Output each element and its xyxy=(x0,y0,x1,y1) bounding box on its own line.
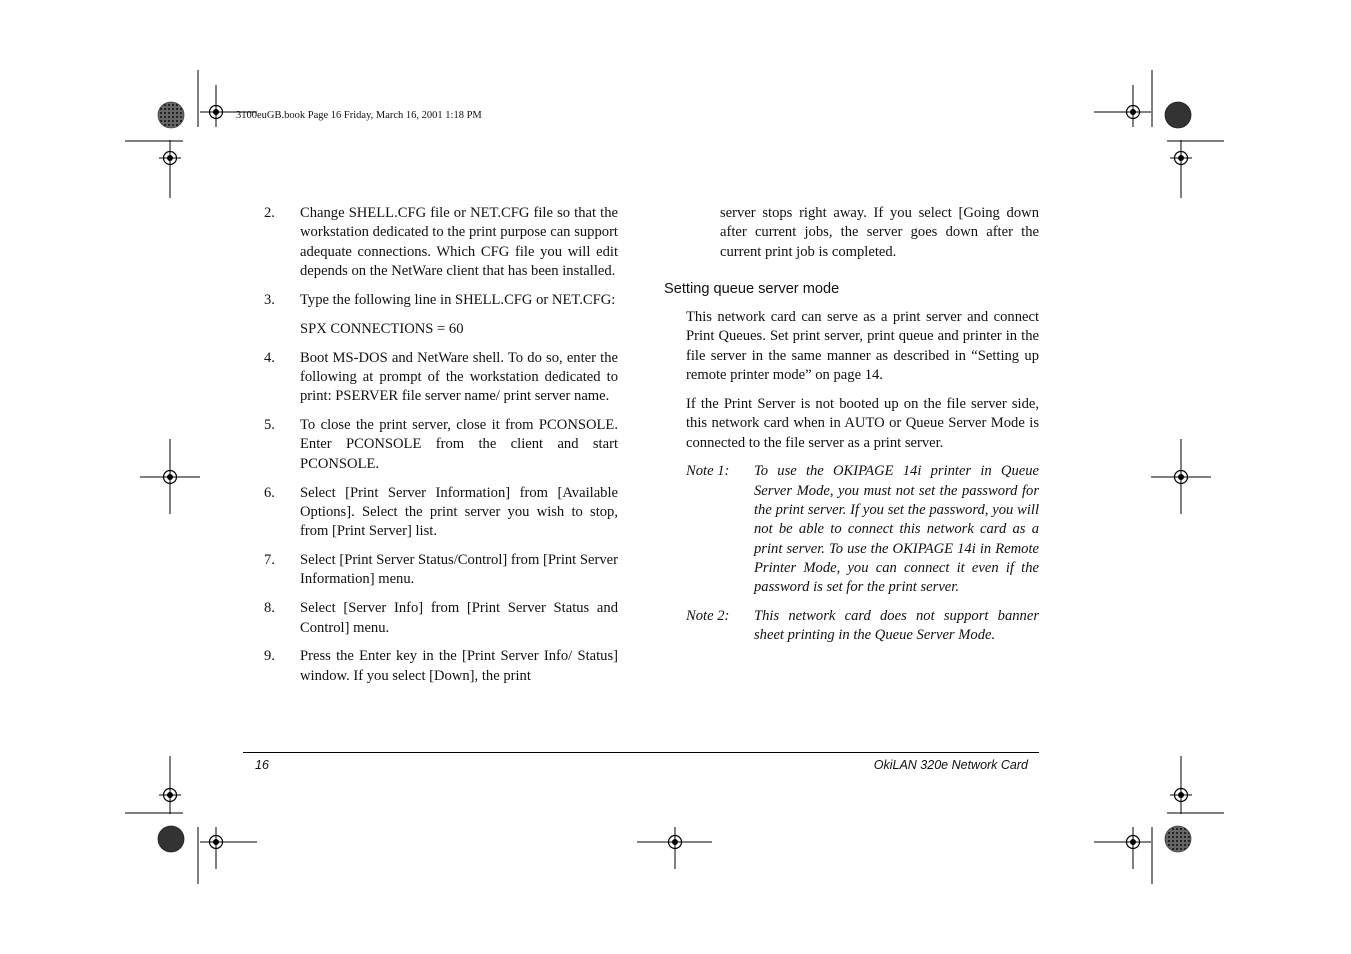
step-number: 8. xyxy=(264,600,275,617)
step-body xyxy=(300,349,618,407)
paragraph: If the Print Server is not booted up on the file server side, this network card when in AUTO or Queue Server Mode is connected to the file server as a print server. xyxy=(686,395,1039,451)
step-body xyxy=(300,204,618,281)
list-item xyxy=(264,484,618,542)
step-text: Select [Print Server Information] from [Available Options]. Select the print server you wish to stop, from [Print Server] list. xyxy=(300,484,618,540)
step-body xyxy=(300,599,618,638)
step-text: SPX CONNECTIONS = 60 xyxy=(300,320,464,337)
step-number: 9. xyxy=(264,648,275,665)
step-body xyxy=(300,416,618,474)
step-text: Type the following line in SHELL.CFG or NET.CFG: xyxy=(300,291,616,308)
step-number: 6. xyxy=(264,484,275,501)
list-item xyxy=(264,599,618,638)
paragraph: This network card can serve as a print server and connect Print Queues. Set print server, print queue and printer in the file server in the same manner as described in “Setting up remote printer mode” on page 14. xyxy=(686,309,1039,384)
list-item xyxy=(264,291,618,339)
note-label: Note 2: xyxy=(686,608,730,625)
step-body xyxy=(300,291,618,339)
footer-rule xyxy=(243,752,1039,753)
list-item xyxy=(264,416,618,474)
step-text: Press the Enter key in the [Print Server Info/ Status] window. If you select [Down], the print xyxy=(300,648,618,684)
book-info-slug: 3100euGB.book Page 16 Friday, March 16, 2001 1:18 PM xyxy=(236,110,482,121)
list-item xyxy=(264,551,618,590)
note-text: To use the OKIPAGE 14i printer in Queue Server Mode, you must not set the password for the print server. If you set the password, you will not be able to connect this network card as a print server. To use the OKIPAGE 14i in Remote Printer Mode, you can connect it even if the password is set for the print server. xyxy=(754,463,1039,596)
list-item xyxy=(264,647,618,686)
step-body xyxy=(300,551,618,590)
step-text: Change SHELL.CFG file or NET.CFG file so that the workstation dedicated to the print purpose can support adequate connections. Which CFG file you will edit depends on the NetWare client that has been installed. xyxy=(300,205,618,279)
page-number: 16 xyxy=(255,758,269,772)
step-text: Boot MS-DOS and NetWare shell. To do so, enter the following at prompt of the workstation dedicated to print: PSERVER file server name/ print server name. xyxy=(300,349,618,405)
step-text: To close the print server, close it from PCONSOLE. Enter PCONSOLE from the client and start PCONSOLE. xyxy=(300,417,618,472)
step-number: 3. xyxy=(264,291,275,308)
step-body xyxy=(300,647,618,686)
left-column xyxy=(264,204,618,696)
step-text: Select [Print Server Status/Control] from [Print Server Information] menu. xyxy=(300,552,618,588)
right-column xyxy=(664,204,1039,655)
step-number: 5. xyxy=(264,417,275,434)
step-number: 2. xyxy=(264,205,275,221)
step-number: 7. xyxy=(264,552,275,569)
footer-product-name: OkiLAN 320e Network Card xyxy=(873,758,1028,772)
note-text: This network card does not support banner sheet printing in the Queue Server Mode. xyxy=(754,608,1039,644)
note-1 xyxy=(686,462,1039,597)
list-item xyxy=(264,349,618,407)
step-body xyxy=(300,484,618,542)
list-item xyxy=(264,204,618,281)
note-2 xyxy=(686,607,1039,646)
step-number: 4. xyxy=(264,349,275,366)
step-text: Select [Server Info] from [Print Server Status and Control] menu. xyxy=(300,600,618,636)
step-9-continuation: server stops right away. If you select [Going down after current jobs, the server goes down after the current print job is completed. xyxy=(720,205,1039,260)
section-heading: Setting queue server mode xyxy=(664,280,840,297)
note-label: Note 1: xyxy=(686,463,730,480)
